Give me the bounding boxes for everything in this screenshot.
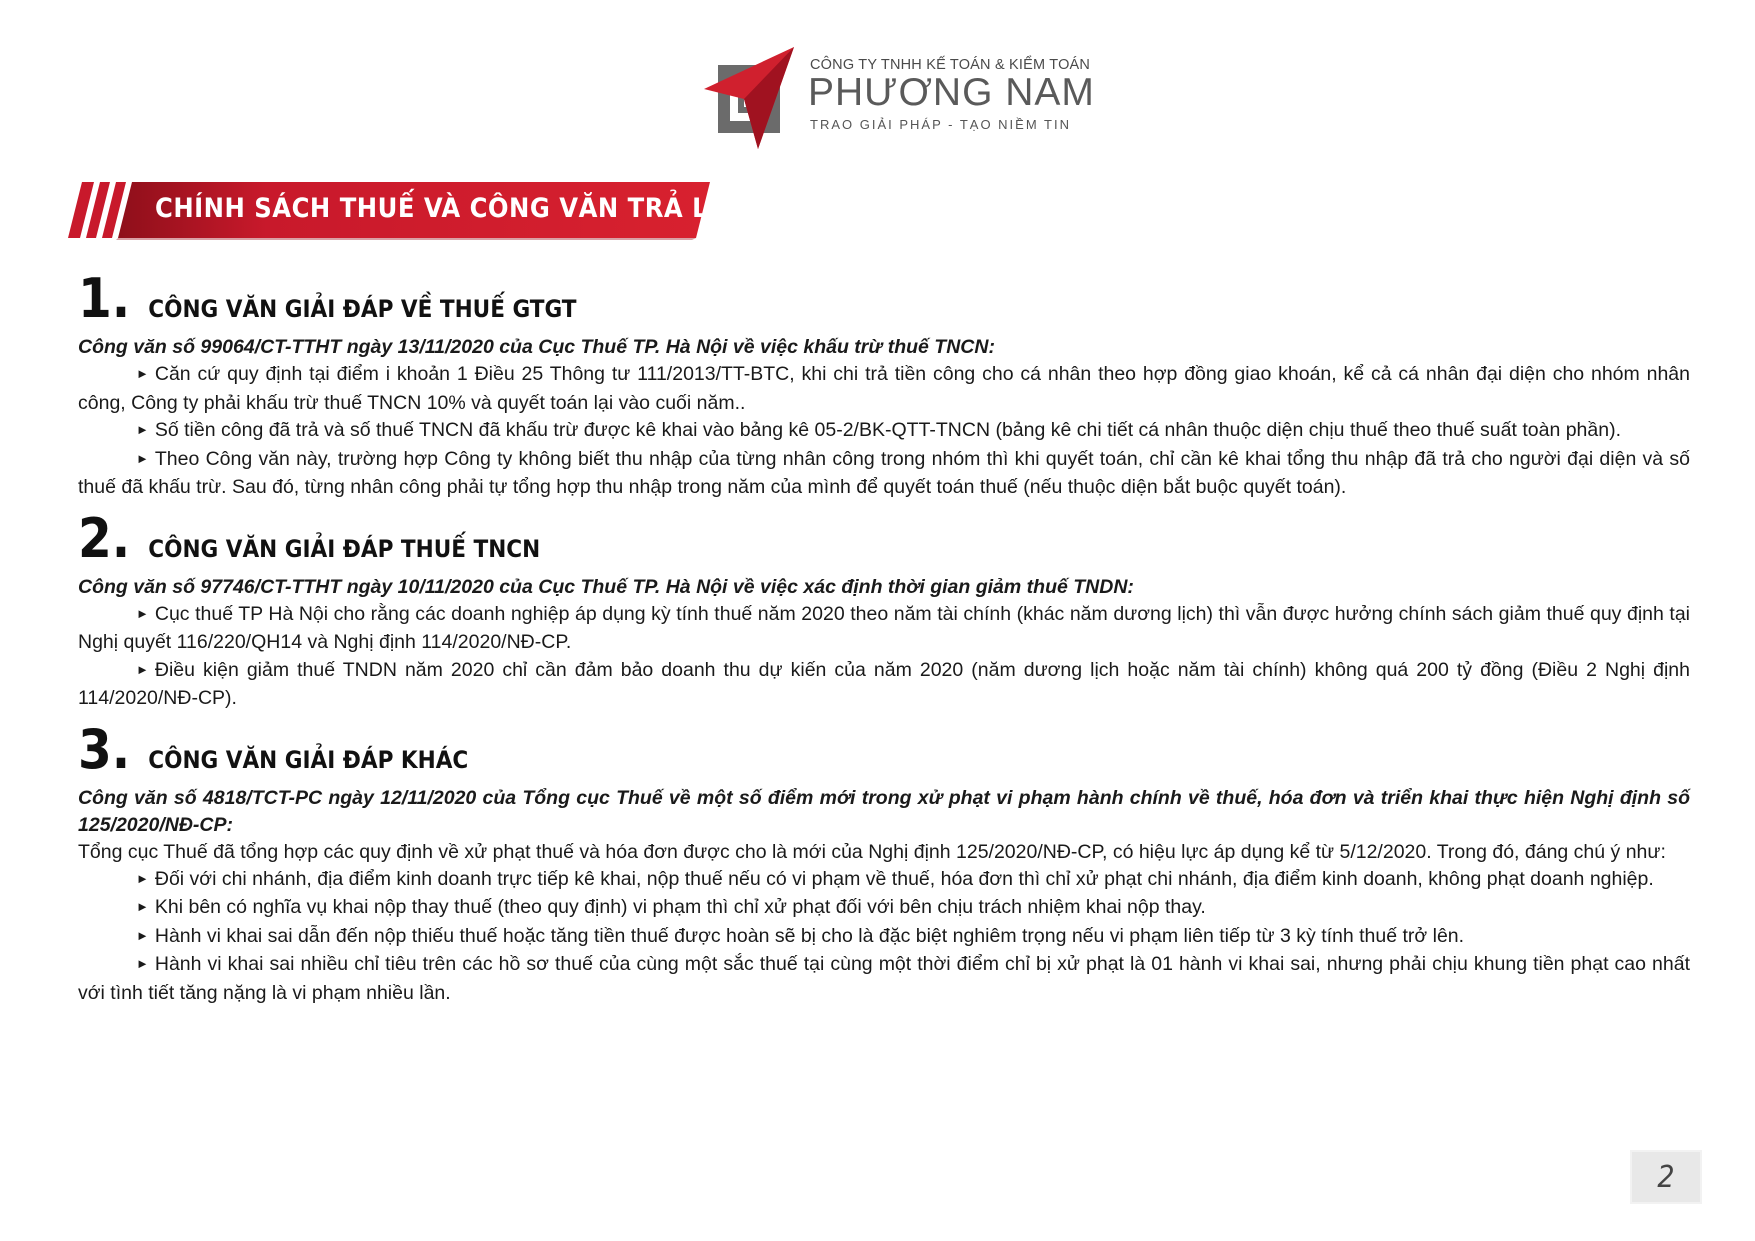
list-item: ► Khi bên có nghĩa vụ khai nộp thay thuế (theo quy định) vi phạm thì chỉ xử phạt đối với bên chịu trách nhiệm khai nộp thay. bbox=[78, 894, 1690, 923]
section-number: 1. bbox=[78, 267, 131, 330]
bullet-triangle-icon: ► bbox=[136, 956, 149, 971]
logo-mark-icon bbox=[700, 45, 810, 155]
bullet-triangle-icon: ► bbox=[136, 899, 149, 914]
list-item: ► Theo Công văn này, trường hợp Công ty không biết thu nhập của từng nhân công trong nhóm thì khi quyết toán, chỉ cần kê khai tổng thu nhập đã trả cho người đại diện và số thuế đã khấu trừ. Sau đó, từng nhân công phải tự tổng hợp thu nhập trong năm của mình để quyết toán thuế (nếu thuộc diện bắt buộc quyết toán). bbox=[78, 446, 1690, 502]
list-item: ► Hành vi khai sai dẫn đến nộp thiếu thuế hoặc tăng tiền thuế được hoàn sẽ bị cho là đặc biệt nghiêm trọng nếu vi phạm liên tiếp từ 3 kỳ tính thuế trở lên. bbox=[78, 923, 1690, 952]
section-1 bbox=[78, 267, 1690, 502]
reference-line: Công văn số 97746/CT-TTHT ngày 10/11/2020 của Cục Thuế TP. Hà Nội về việc xác định thời gian giảm thuế TNDN: bbox=[78, 575, 1134, 598]
list-item: ► Điều kiện giảm thuế TNDN năm 2020 chỉ cần đảm bảo doanh thu dự kiến của năm 2020 (năm dương lịch hoặc năm tài chính) không quá 200 tỷ đồng (Điều 2 Nghị định 114/2020/NĐ-CP). bbox=[78, 657, 1690, 713]
company-name: CÔNG TY TNHH KẾ TOÁN & KIỂM TOÁN bbox=[810, 57, 1091, 73]
intro-paragraph: Tổng cục Thuế đã tổng hợp các quy định về xử phạt thuế và hóa đơn được cho là mới của Nghị định 125/2020/NĐ-CP, có hiệu lực áp dụng kể từ 5/12/2020. Trong đó, đáng chú ý như: bbox=[78, 840, 1666, 863]
list-item: ► Đối với chi nhánh, địa điểm kinh doanh trực tiếp kê khai, nộp thuế nếu có vi phạm về thuế, hóa đơn thì chỉ xử phạt chi nhánh, địa điểm kinh doanh, không phạt doanh nghiệp. bbox=[78, 866, 1690, 895]
section-banner bbox=[60, 178, 740, 240]
bullet-triangle-icon: ► bbox=[136, 605, 149, 621]
banner-title: CHÍNH SÁCH THUẾ VÀ CÔNG VĂN TRẢ LỜI bbox=[155, 193, 740, 224]
section-title: CÔNG VĂN GIẢI ĐÁP KHÁC bbox=[148, 745, 469, 774]
brand-name: PHƯƠNG NAM bbox=[808, 71, 1095, 114]
section-2 bbox=[78, 506, 1690, 713]
bullet-triangle-icon: ► bbox=[136, 927, 149, 943]
bullet-triangle-icon: ► bbox=[136, 422, 149, 437]
section-heading bbox=[78, 506, 1690, 574]
list-item: ► Căn cứ quy định tại điểm i khoản 1 Điều 25 Thông tư 111/2013/TT-BTC, khi chi trả tiền công cho cá nhân theo hợp đồng giao khoán, kể cả cá nhân đại diện cho nhóm nhân công, Công ty phải khấu trừ thuế TNCN 10% và quyết toán lại vào cuối năm.. bbox=[78, 361, 1690, 417]
bullet-triangle-icon: ► bbox=[136, 450, 149, 466]
bullet-triangle-icon: ► bbox=[136, 366, 149, 381]
section-number: 2. bbox=[78, 506, 131, 570]
bullet-triangle-icon: ► bbox=[136, 870, 149, 886]
list-item: ► Hành vi khai sai nhiều chỉ tiêu trên các hồ sơ thuế của cùng một sắc thuế tại cùng một thời điểm chỉ bị xử phạt là 01 hành vi khai sai, nhưng phải chịu khung tiền phạt cao nhất với tình tiết tăng nặng là vi phạm nhiều lần. bbox=[78, 951, 1690, 1007]
section-heading bbox=[78, 717, 1690, 785]
page-number: 2 bbox=[1632, 1152, 1700, 1202]
section-3 bbox=[78, 717, 1690, 1008]
section-heading bbox=[78, 267, 1690, 334]
list-item: ► Cục thuế TP Hà Nội cho rằng các doanh nghiệp áp dụng kỳ tính thuế năm 2020 theo năm tài chính (khác năm dương lịch) thì vẫn được hưởng chính sách giảm thuế quy định tại Nghị quyết 116/220/QH14 và Nghị định 114/2020/NĐ-CP. bbox=[78, 601, 1690, 657]
section-title: CÔNG VĂN GIẢI ĐÁP VỀ THUẾ GTGT bbox=[148, 295, 577, 323]
company-logo bbox=[700, 45, 1095, 155]
bullet-triangle-icon: ► bbox=[136, 661, 149, 677]
slogan: TRAO GIẢI PHÁP - TẠO NIỀM TIN bbox=[810, 117, 1071, 132]
reference-line: Công văn số 99064/CT-TTHT ngày 13/11/2020 của Cục Thuế TP. Hà Nội về việc khấu trừ thuế TNCN: bbox=[78, 336, 995, 358]
list-item: ► Số tiền công đã trả và số thuế TNCN đã khấu trừ được kê khai vào bảng kê 05-2/BK-QTT-TNCN (bảng kê chi tiết cá nhân thuộc diện chịu thuế theo thuế suất toàn phần). bbox=[78, 417, 1690, 446]
section-title: CÔNG VĂN GIẢI ĐÁP THUẾ TNCN bbox=[148, 534, 541, 563]
reference-line: Công văn số 4818/TCT-PC ngày 12/11/2020 của Tổng cục Thuế về một số điểm mới trong xử phạt vi phạm hành chính về thuế, hóa đơn và triển khai thực hiện Nghị định số 125/2020/NĐ-CP: bbox=[78, 786, 1690, 836]
document-body bbox=[78, 267, 1690, 1017]
section-number: 3. bbox=[78, 717, 131, 781]
